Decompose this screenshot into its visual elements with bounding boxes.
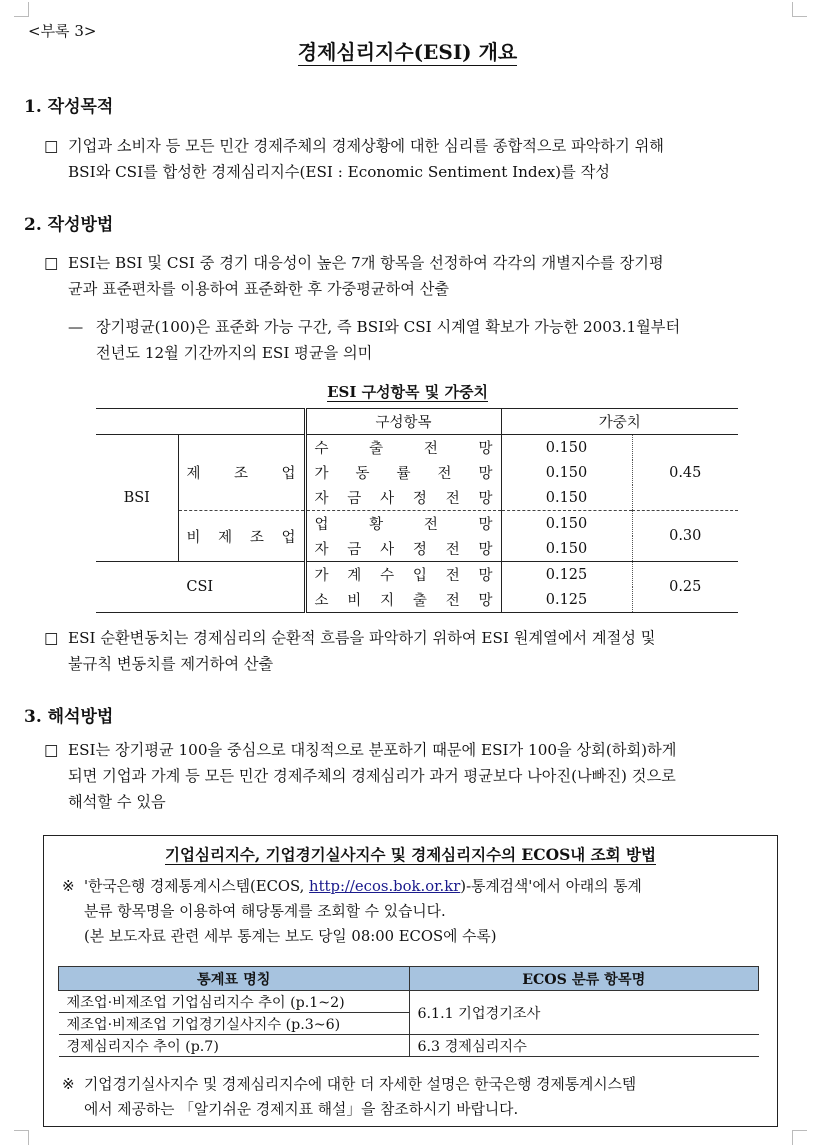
text-fragment: )-통계검색'에서 아래의 통계 bbox=[460, 878, 642, 895]
item-char: 수 bbox=[380, 568, 395, 584]
esi-components-table bbox=[96, 408, 738, 613]
corner-mark bbox=[14, 1130, 29, 1145]
method-paragraph bbox=[44, 250, 804, 302]
long-term-average-note bbox=[68, 314, 804, 366]
subtotal-weight: 0.30 bbox=[632, 511, 738, 562]
table-name-cell: 제조업·비제조업 기업심리지수 추이 (p.1~2) bbox=[59, 991, 410, 1013]
header-items: 구성항목 bbox=[305, 409, 501, 435]
item-cell bbox=[305, 460, 501, 485]
item-cell bbox=[305, 587, 501, 613]
weight-cell: 0.150 bbox=[501, 485, 632, 511]
table-row bbox=[96, 562, 738, 588]
item-char: 망 bbox=[478, 491, 493, 507]
item-char: 자 bbox=[314, 542, 329, 558]
corner-mark bbox=[792, 1130, 807, 1145]
item-char: 계 bbox=[347, 568, 362, 584]
reference-mark-icon: ※ bbox=[62, 878, 75, 895]
subtotal-weight: 0.45 bbox=[632, 435, 738, 511]
ecos-title bbox=[44, 843, 777, 865]
table-row bbox=[59, 1035, 759, 1057]
header-table-name: 통계표 명칭 bbox=[59, 967, 410, 991]
item-text bbox=[307, 589, 501, 610]
weight-cell: 0.125 bbox=[501, 562, 632, 588]
dash-bullet-icon: — bbox=[68, 318, 84, 336]
weight-cell: 0.150 bbox=[501, 460, 632, 485]
purpose-paragraph bbox=[44, 133, 804, 185]
text-line: 장기평균(100)은 표준화 가능 구간, 즉 BSI와 CSI 시계열 확보가 가능한 2003.1월부터 bbox=[96, 318, 681, 336]
reference-mark-icon: ※ bbox=[62, 1076, 75, 1093]
weight-cell: 0.150 bbox=[501, 536, 632, 562]
item-char: 비 bbox=[347, 593, 362, 609]
item-char: 금 bbox=[347, 542, 362, 558]
checkbox-bullet-icon: □ bbox=[44, 137, 59, 155]
item-text bbox=[307, 437, 501, 458]
item-char: 망 bbox=[478, 466, 493, 482]
item-char: 황 bbox=[369, 517, 384, 533]
item-char: 전 bbox=[423, 517, 438, 533]
item-char: 업 bbox=[314, 517, 329, 533]
section-heading-method: 2. 작성방법 bbox=[24, 215, 114, 235]
text-line: (본 보도자료 관련 세부 통계는 보도 당일 08:00 ECOS에 수록) bbox=[84, 928, 497, 945]
text-line: 해석할 수 있음 bbox=[68, 793, 166, 811]
item-char: 금 bbox=[347, 491, 362, 507]
item-char: 입 bbox=[412, 568, 427, 584]
appendix-label: <부록 3> bbox=[28, 22, 97, 40]
text-line: 에서 제공하는 「알기쉬운 경제지표 해설」을 참조하시기 바랍니다. bbox=[84, 1101, 519, 1118]
subtotal-weight: 0.25 bbox=[632, 562, 738, 613]
item-char: 망 bbox=[478, 593, 493, 609]
text-line: ESI는 BSI 및 CSI 중 경기 대응성이 높은 7개 항목을 선정하여 각각의 개별지수를 장기평 bbox=[68, 254, 664, 272]
item-char: 동 bbox=[355, 466, 370, 482]
ecos-search-note bbox=[62, 874, 762, 949]
item-char: 전 bbox=[423, 441, 438, 457]
table-row bbox=[96, 435, 738, 461]
text-line bbox=[62, 874, 762, 899]
item-char: 전 bbox=[445, 568, 460, 584]
weight-cell: 0.150 bbox=[501, 511, 632, 537]
page-title-text: 경제심리지수(ESI) 개요 bbox=[297, 40, 518, 64]
item-text bbox=[307, 462, 501, 483]
text-line: BSI와 CSI를 합성한 경제심리지수(ESI : Economic Sentiment Index)를 작성 bbox=[68, 163, 610, 181]
manufacturing-label: 제 조 업 bbox=[178, 435, 305, 511]
text-line: ESI는 장기평균 100을 중심으로 대칭적으로 분포하기 때문에 ESI가 100을 상회(하회)하게 bbox=[68, 741, 677, 759]
interpretation-paragraph bbox=[44, 737, 804, 815]
ecos-title-text: 기업심리지수, 기업경기실사지수 및 경제심리지수의 ECOS내 조회 방법 bbox=[165, 845, 656, 864]
text-line: 전년도 12월 기간까지의 ESI 평균을 의미 bbox=[96, 344, 373, 362]
item-char: 망 bbox=[478, 568, 493, 584]
table-name-cell: 경제심리지수 추이 (p.7) bbox=[59, 1035, 410, 1057]
table-header-row bbox=[96, 409, 738, 435]
checkbox-bullet-icon: □ bbox=[44, 741, 59, 759]
csi-label: CSI bbox=[96, 562, 305, 613]
item-cell bbox=[305, 435, 501, 461]
table-row bbox=[96, 511, 738, 537]
text-line: 되면 기업과 가계 등 모든 민간 경제주체의 경제심리가 과거 평균보다 나아진(나빠진) 것으로 bbox=[68, 767, 676, 785]
table-row bbox=[59, 991, 759, 1013]
item-char: 망 bbox=[478, 517, 493, 533]
checkbox-bullet-icon: □ bbox=[44, 254, 59, 272]
item-cell bbox=[305, 536, 501, 562]
item-char: 망 bbox=[478, 441, 493, 457]
header-ecos-class: ECOS 분류 항목명 bbox=[409, 967, 759, 991]
ecos-link[interactable]: http://ecos.bok.or.kr bbox=[309, 878, 461, 895]
item-char: 전 bbox=[445, 491, 460, 507]
ecos-class-cell: 6.1.1 기업경기조사 bbox=[409, 991, 759, 1035]
text-fragment: '한국은행 경제통계시스템(ECOS, bbox=[84, 878, 310, 895]
item-char: 정 bbox=[412, 542, 427, 558]
item-char: 정 bbox=[412, 491, 427, 507]
item-char: 가 bbox=[314, 466, 329, 482]
text-line: 기업경기실사지수 및 경제심리지수에 대한 더 자세한 설명은 한국은행 경제통계시스템 bbox=[84, 1076, 637, 1093]
item-char: 전 bbox=[437, 466, 452, 482]
item-cell bbox=[305, 562, 501, 588]
item-text bbox=[307, 564, 501, 585]
text-line: 분류 항목명을 이용하여 해당통계를 조회할 수 있습니다. bbox=[84, 903, 446, 920]
section-heading-interpretation: 3. 해석방법 bbox=[24, 707, 114, 727]
bsi-label: BSI bbox=[96, 435, 178, 562]
ecos-info-box bbox=[43, 835, 778, 1127]
ecos-explanation-note bbox=[62, 1072, 762, 1122]
item-char: 망 bbox=[478, 542, 493, 558]
section-heading-purpose: 1. 작성목적 bbox=[24, 97, 114, 117]
corner-mark bbox=[792, 2, 807, 17]
item-cell bbox=[305, 485, 501, 511]
weight-cell: 0.125 bbox=[501, 587, 632, 613]
ecos-class-cell: 6.3 경제심리지수 bbox=[409, 1035, 759, 1057]
ecos-lookup-table bbox=[58, 966, 759, 1057]
page-title bbox=[0, 36, 815, 65]
item-text bbox=[307, 538, 501, 559]
item-char: 자 bbox=[314, 491, 329, 507]
text-line: 균과 표준편차를 이용하여 표준화한 후 가중평균하여 산출 bbox=[68, 280, 450, 298]
item-char: 지 bbox=[380, 593, 395, 609]
table-header-row bbox=[59, 967, 759, 991]
item-cell bbox=[305, 511, 501, 537]
text-line: ESI 순환변동치는 경제심리의 순환적 흐름을 파악하기 위하여 ESI 원계열에서 계절성 및 bbox=[68, 629, 656, 647]
checkbox-bullet-icon: □ bbox=[44, 629, 59, 647]
item-char: 출 bbox=[369, 441, 384, 457]
item-text bbox=[307, 513, 501, 534]
item-char: 사 bbox=[380, 542, 395, 558]
table-name-cell: 제조업·비제조업 기업경기실사지수 (p.3~6) bbox=[59, 1013, 410, 1035]
non-manufacturing-label: 비 제 조 업 bbox=[178, 511, 305, 562]
header-weight: 가중치 bbox=[501, 409, 738, 435]
corner-mark bbox=[14, 2, 29, 17]
table-caption-text: ESI 구성항목 및 가중치 bbox=[327, 383, 488, 401]
item-char: 전 bbox=[445, 593, 460, 609]
item-char: 전 bbox=[445, 542, 460, 558]
weight-cell: 0.150 bbox=[501, 435, 632, 461]
item-char: 소 bbox=[314, 593, 329, 609]
item-char: 수 bbox=[314, 441, 329, 457]
item-text bbox=[307, 487, 501, 508]
table-caption bbox=[0, 381, 815, 402]
item-char: 출 bbox=[412, 593, 427, 609]
text-line: 기업과 소비자 등 모든 민간 경제주체의 경제상황에 대한 심리를 종합적으로 파악하기 위해 bbox=[68, 137, 664, 155]
cyclical-component-paragraph bbox=[44, 625, 804, 677]
text-line: 불규칙 변동치를 제거하여 산출 bbox=[68, 655, 274, 673]
item-char: 률 bbox=[396, 466, 411, 482]
item-char: 가 bbox=[314, 568, 329, 584]
item-char: 사 bbox=[380, 491, 395, 507]
